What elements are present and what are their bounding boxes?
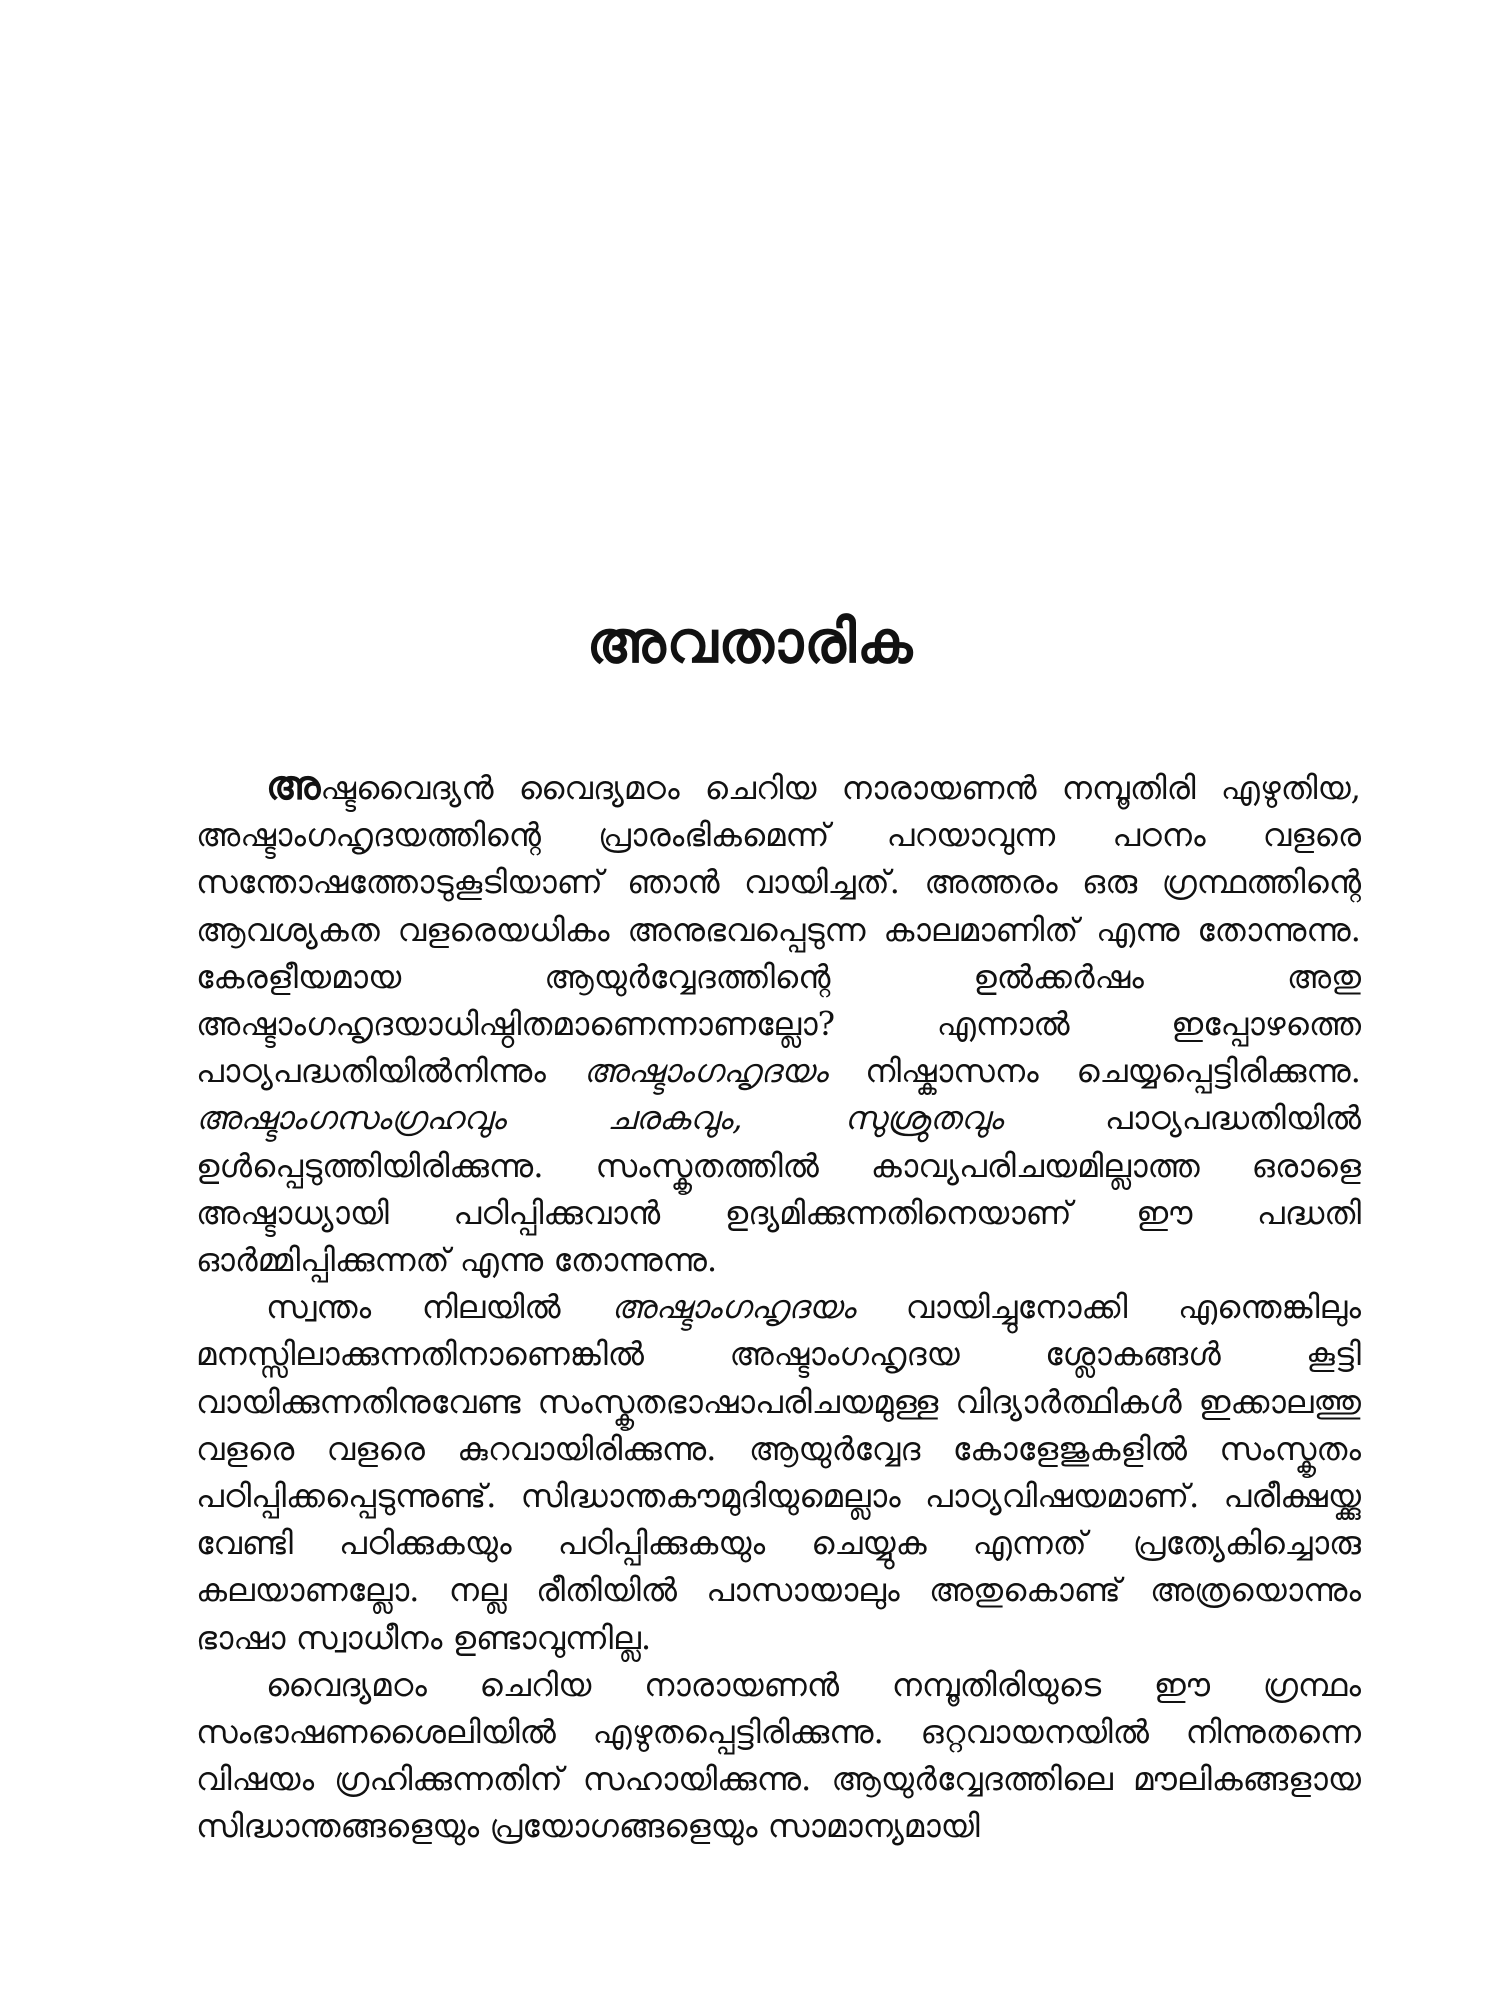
paragraph-3 xyxy=(196,1662,1361,1851)
book-title-italic: അഷ്ടാംഗഹൃദയം xyxy=(611,1288,856,1327)
drop-cap: അ xyxy=(266,762,321,809)
body-text xyxy=(196,762,1361,1851)
page-title: അവതാരിക xyxy=(586,608,914,676)
book-title-italic: അഷ്ടാംഗഹൃദയം xyxy=(583,1052,828,1091)
text-segment: ഷ്ടവൈദ്യൻ വൈദ്യമഠം ചെറിയ നാരായണൻ നമ്പൂതിരി എഴുതിയ, അഷ്ടാംഗഹൃദയത്തിന്റെ പ്രാരംഭികമെന്ന് പറയാവുന്ന പഠനം വളരെ സന്തോഷത്തോടുകൂടിയാണ് ഞാൻ വായിച്ചത്. അത്തരം ഒരു ഗ്രന്ഥത്തിന്റെ ആവശ്യകത വളരെയധികം അനുഭവപ്പെടുന്ന കാലമാണിത് എന്നു തോന്നുന്നു. കേരളീയമായ ആയുർവ്വേദത്തിന്റെ ഉൽക്കർഷം അതു അഷ്ടാംഗഹൃദയാധിഷ്ഠിതമാണെന്നാണല്ലോ? എന്നാൽ ഇപ്പോഴത്തെ പാഠ്യപദ്ധതിയിൽനിന്നും xyxy=(196,769,1361,1091)
paragraph-1 xyxy=(196,762,1361,1284)
text-segment: വായിച്ചുനോക്കി എന്തെങ്കിലും മനസ്സിലാക്കുന്നതിനാണെങ്കിൽ അഷ്ടാംഗഹൃദയ ശ്ലോകങ്ങൾ കൂട്ടി വായിക്കുന്നതിനുവേണ്ട സംസ്കൃതഭാഷാപരിചയമുള്ള വിദ്യാർത്ഥികൾ ഇക്കാലത്തു വളരെ വളരെ കുറവായിരിക്കുന്നു. ആയുർവ്വേദ കോളേജുകളിൽ സംസ്കൃതം പഠിപ്പിക്കപ്പെടുന്നുണ്ട്. സിദ്ധാന്തകൗമുദിയുമെല്ലാം പാഠ്യവിഷയമാണ്. പരീക്ഷയ്ക്കു വേണ്ടി പഠിക്കുകയും പഠിപ്പിക്കുകയും ചെയ്യുക എന്നത് പ്രത്യേകിച്ചൊരു കലയാണല്ലോ. നല്ല രീതിയിൽ പാസായാലും അതുകൊണ്ട് അത്രയൊന്നും ഭാഷാ സ്വാധീനം ഉണ്ടാവുന്നില്ല. xyxy=(196,1288,1361,1657)
text-segment: സ്വന്തം നിലയിൽ xyxy=(266,1288,612,1327)
text-segment: പാഠ്യപദ്ധതിയിൽ ഉൾപ്പെടുത്തിയിരിക്കുന്നു. സംസ്കൃതത്തിൽ കാവ്യപരിചയമില്ലാത്ത ഒരാളെ അഷ്ടാധ്യായി പഠിപ്പിക്കുവാൻ ഉദ്യമിക്കുന്നതിനെയാണ് ഈ പദ്ധതി ഓർമ്മിപ്പിക്കുന്നത് എന്നു തോന്നുന്നു. xyxy=(196,1099,1361,1280)
paragraph-2 xyxy=(196,1284,1361,1662)
book-title-italic: അഷ്ടാംഗസംഗ്രഹവും ചരകവും, സുശ്രുതവും xyxy=(196,1099,1003,1138)
text-segment: വൈദ്യമഠം ചെറിയ നാരായണൻ നമ്പൂതിരിയുടെ ഈ ഗ്രന്ഥം സംഭാഷണശൈലിയിൽ എഴുതപ്പെട്ടിരിക്കുന്നു. ഒറ്റവായനയിൽ നിന്നുതന്നെ വിഷയം ഗ്രഹിക്കുന്നതിന് സഹായിക്കുന്നു. ആയുർവ്വേദത്തിലെ മൗലികങ്ങളായ സിദ്ധാന്തങ്ങളെയും പ്രയോഗങ്ങളെയും സാമാന്യമായി xyxy=(196,1665,1361,1846)
text-segment: നിഷ്കാസനം ചെയ്യപ്പെട്ടിരിക്കുന്നു. xyxy=(827,1052,1362,1091)
